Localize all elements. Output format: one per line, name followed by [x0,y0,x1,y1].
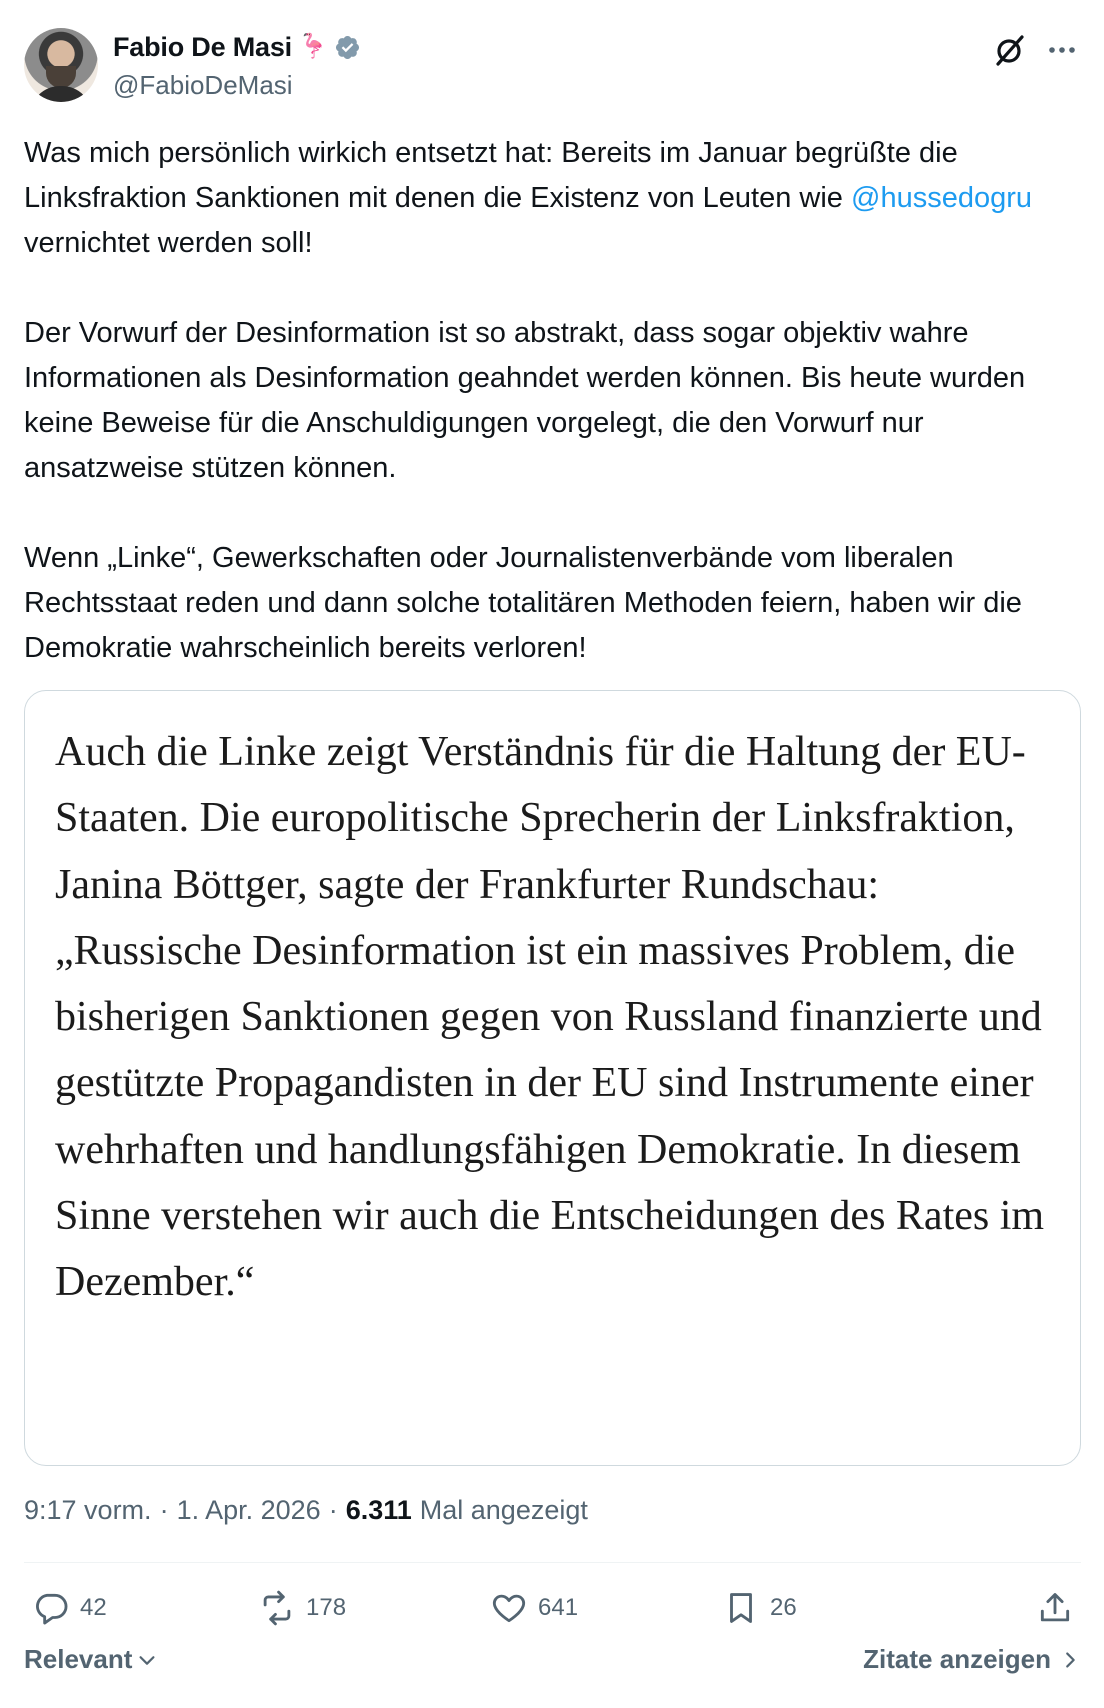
views-count: 6.311 [345,1495,412,1525]
meta-separator: · [159,1495,169,1525]
flamingo-emoji-icon: 🦩 [297,33,328,60]
reply-icon [32,1589,70,1627]
attached-image-text: Auch die Linke zeigt Verständnis für die Haltung der EU-Staaten. Die europolitische Sprecherin der Linksfraktion, Janina Böttger, sagte der Frankfurter Rundschau: „Russische Desinformation ist ein massives Problem, die bisherigen Sanktionen gegen von Russland finanzierte und gestützte Propagandisten in der EU sind Instrumente einer wehrhaften und handlungsfähigen Demokratie. In diesem Sinne verstehen wir auch die Entscheidungen des Rates im Dezember.“ [55,729,1045,1306]
post-meta [24,1495,588,1526]
more-options-icon[interactable] [1044,32,1080,68]
author-handle[interactable]: @FabioDeMasi [113,70,293,100]
mention-link[interactable]: @hussedogru [851,182,1032,214]
repost-icon [258,1589,296,1627]
heart-icon [490,1589,528,1627]
repost-button[interactable] [258,1582,346,1634]
verified-badge-icon[interactable] [334,34,361,61]
bookmark-button[interactable] [722,1582,797,1634]
author-name-row [113,30,361,64]
post-paragraph-2: Der Vorwurf der Desinformation ist so abstrakt, dass sogar objektiv wahre Informationen als Desinformation geahndet werden können. Bis heute wurden keine Beweise für die Anschuldigungen vorgelegt, die den Vorwurf nur ansatzweise stützen können. [24,317,1026,484]
replies-footer [24,1644,1081,1688]
meta-separator: · [328,1495,338,1525]
post-time[interactable]: 9:17 vorm. [24,1495,152,1525]
sort-dropdown[interactable] [24,1644,158,1675]
share-icon [1036,1589,1074,1627]
avatar-suit [30,86,92,102]
post-paragraph-1 [24,131,1084,266]
like-button[interactable] [490,1582,578,1634]
repost-count: 178 [306,1594,347,1621]
chevron-down-icon [136,1649,158,1671]
views-label: Mal angezeigt [419,1495,588,1525]
post-paragraph-3: Wenn „Linke“, Gewerkschaften oder Journalistenverbände vom liberalen Rechtsstaat reden und dann solche totalitären Methoden feiern, haben wir die Demokratie wahrscheinlich bereits verloren! [24,542,1022,664]
view-quotes-label: Zitate anzeigen [863,1644,1051,1674]
post-paragraph-1-start: Was mich persönlich wirkich entsetzt hat: Bereits im Januar begrüßte die Linksfraktion Sanktionen mit denen die Existenz von Leuten wie [24,137,958,214]
action-bar [24,1582,1081,1634]
bookmark-icon [722,1589,760,1627]
post-date[interactable]: 1. Apr. 2026 [176,1495,321,1525]
post-paragraph-1-end: vernichtet werden soll! [24,227,313,259]
like-count: 641 [538,1594,579,1621]
avatar[interactable] [24,28,98,102]
reply-button[interactable] [32,1582,107,1634]
sort-label: Relevant [24,1644,133,1674]
share-button[interactable] [1036,1582,1074,1634]
divider [24,1562,1081,1563]
bookmark-count: 26 [770,1594,797,1621]
grok-icon[interactable] [992,32,1028,68]
author-display-name[interactable]: Fabio De Masi [113,31,292,62]
attached-image[interactable] [24,690,1081,1466]
chevron-right-icon [1059,1649,1081,1671]
avatar-beard [46,66,76,88]
view-quotes-link[interactable] [863,1644,1081,1675]
post-text [24,131,1084,671]
reply-count: 42 [80,1594,107,1621]
